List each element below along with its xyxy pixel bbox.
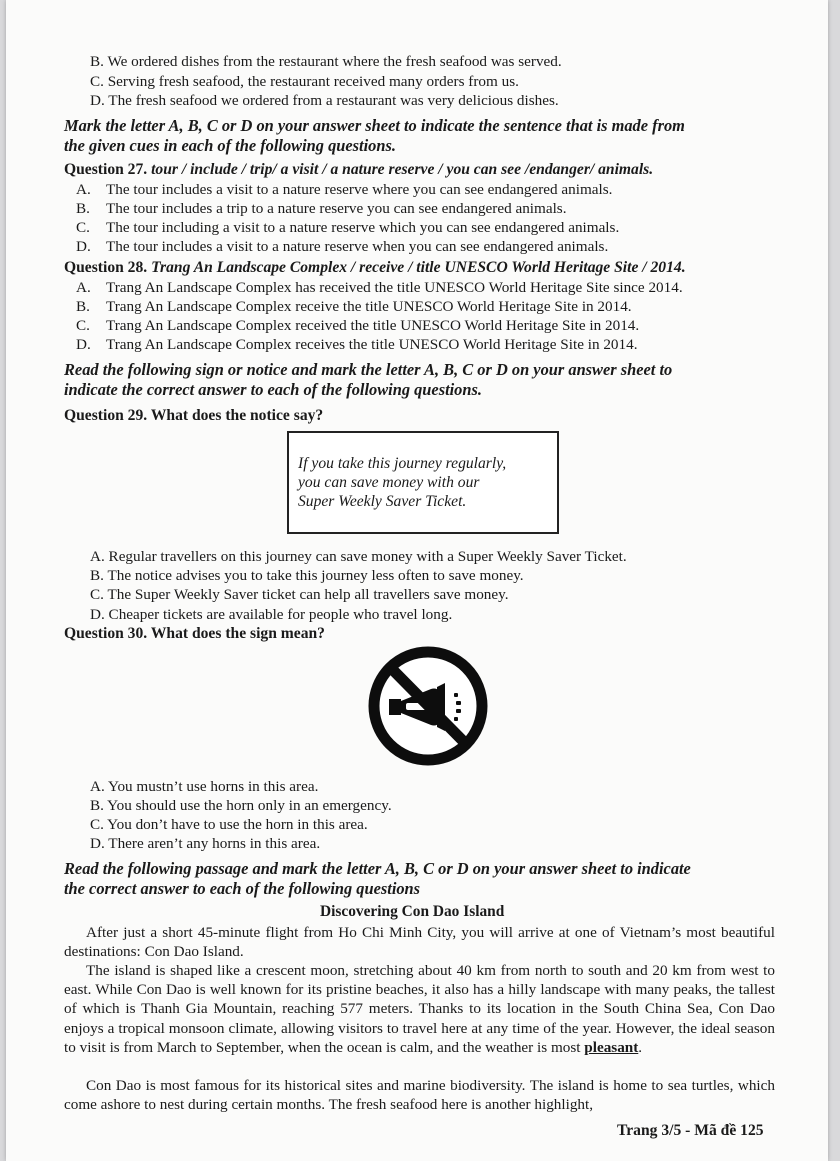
question-29-option-a: A. Regular travellers on this journey can save money with a Super Weekly Saver Ticket. <box>90 548 627 565</box>
option-text: Trang An Landscape Complex has received the title UNESCO World Heritage Site since 2014. <box>106 279 683 296</box>
question-27-cue: tour / include / trip/ a visit / a nature reserve / you can see /endanger/ animals. <box>151 161 654 178</box>
question-29-heading <box>64 407 323 425</box>
page-footer: Trang 3/5 - Mã đề 125 <box>617 1122 764 1139</box>
option-text: Trang An Landscape Complex receives the title UNESCO World Heritage Site in 2014. <box>106 336 638 353</box>
question-27-option-a <box>76 181 612 199</box>
passage-paragraph-2-end: . <box>638 1038 643 1056</box>
notice-line-2: you can save money with our <box>298 474 480 491</box>
option-letter: D. <box>76 336 91 353</box>
question-28-option-d <box>76 336 638 354</box>
option-letter: A. <box>76 279 91 296</box>
notice-line-3: Super Weekly Saver Ticket. <box>298 493 467 510</box>
option-letter: B. <box>76 298 90 315</box>
question-30-option-b: B. You should use the horn only in an emergency. <box>90 797 392 814</box>
question-29-option-c: C. The Super Weekly Saver ticket can help all travellers save money. <box>90 586 509 603</box>
prev-option-d: D. The fresh seafood we ordered from a restaurant was very delicious dishes. <box>90 92 559 109</box>
question-29-prompt: What does the notice say? <box>150 407 324 424</box>
option-text: The tour includes a visit to a nature reserve where you can see endangered animals. <box>106 181 613 198</box>
question-30-option-d: D. There aren’t any horns in this area. <box>90 835 321 852</box>
prev-option-c: C. Serving fresh seafood, the restaurant received many orders from us. <box>90 73 519 90</box>
question-28-label: Question 28. <box>64 259 148 276</box>
question-28-heading <box>64 259 686 277</box>
option-letter: C. <box>76 219 90 236</box>
option-letter: D. <box>76 238 91 255</box>
passage-paragraph-1: After just a short 45-minute flight from Ho Chi Minh City, you will arrive at one of Vietnam’s most beautiful destinations: Con Dao Island. <box>64 924 775 961</box>
question-28-option-c <box>76 317 639 335</box>
question-30-option-a: A. You mustn’t use horns in this area. <box>90 778 319 795</box>
prev-option-b: B. We ordered dishes from the restaurant where the fresh seafood was served. <box>90 53 562 70</box>
option-text: The tour including a visit to a nature reserve which you can see endangered animals. <box>106 219 620 236</box>
option-letter: C. <box>76 317 90 334</box>
question-27-option-c <box>76 219 619 237</box>
instruction-3-line2: the correct answer to each of the following questions <box>64 879 421 898</box>
question-29-label: Question 29. <box>64 407 148 424</box>
question-30-option-c: C. You don’t have to use the horn in this area. <box>90 816 368 833</box>
notice-box <box>287 431 559 534</box>
instruction-3-line1: Read the following passage and mark the letter A, B, C or D on your answer sheet to indicate <box>64 859 691 878</box>
question-28-option-a <box>76 279 683 297</box>
question-27-heading <box>64 161 653 179</box>
instruction-1-line1: Mark the letter A, B, C or D on your answer sheet to indicate the sentence that is made from <box>64 116 685 135</box>
option-letter: A. <box>76 181 91 198</box>
question-30-heading <box>64 625 325 643</box>
underlined-word: pleasant <box>584 1038 639 1056</box>
question-27-option-d <box>76 238 608 256</box>
no-horn-sign-icon <box>361 645 497 769</box>
question-27-option-b <box>76 200 567 218</box>
question-29-option-b: B. The notice advises you to take this journey less often to save money. <box>90 567 524 584</box>
passage-paragraph-3: Con Dao is most famous for its historical sites and marine biodiversity. The island is home to sea turtles, which come ashore to nest during certain months. The fresh seafood here is another highlight, <box>64 1077 775 1114</box>
instruction-1-line2: the given cues in each of the following questions. <box>64 136 396 155</box>
passage-title: Discovering Con Dao Island <box>320 903 505 920</box>
question-28-option-b <box>76 298 632 316</box>
question-30-prompt: What does the sign mean? <box>150 625 325 642</box>
option-text: Trang An Landscape Complex received the title UNESCO World Heritage Site in 2014. <box>106 317 640 334</box>
question-28-cue: Trang An Landscape Complex / receive / title UNESCO World Heritage Site / 2014. <box>151 259 686 276</box>
notice-line-1: If you take this journey regularly, <box>298 455 507 472</box>
passage-paragraph-2-text: The island is shaped like a crescent moon, stretching about 40 km from north to south and 20 km from west to east. While Con Dao is well known for its pristine beaches, it also has a hilly landscape with many peaks, the tallest of which is Thanh Gia Mountain, reaching 577 meters. Thanks to its location in the South China Sea, Con Dao enjoys a tropical monsoon climate, allowing visitors to travel here at any time of the year. However, the ideal season to visit is from March to September, when the ocean is calm, and the weather is most <box>64 962 775 1056</box>
option-letter: B. <box>76 200 90 217</box>
option-text: The tour includes a trip to a nature reserve you can see endangered animals. <box>106 200 567 217</box>
passage-paragraph-2 <box>64 961 775 1057</box>
instruction-2-line1: Read the following sign or notice and mark the letter A, B, C or D on your answer sheet to <box>64 360 673 379</box>
instruction-2-line2: indicate the correct answer to each of the following questions. <box>64 380 482 399</box>
exam-page <box>6 0 828 1161</box>
question-27-label: Question 27. <box>64 161 148 178</box>
option-text: The tour includes a visit to a nature reserve when you can see endangered animals. <box>106 238 609 255</box>
question-29-option-d: D. Cheaper tickets are available for people who travel long. <box>90 606 453 623</box>
option-text: Trang An Landscape Complex receive the title UNESCO World Heritage Site in 2014. <box>106 298 632 315</box>
question-30-label: Question 30. <box>64 625 148 642</box>
